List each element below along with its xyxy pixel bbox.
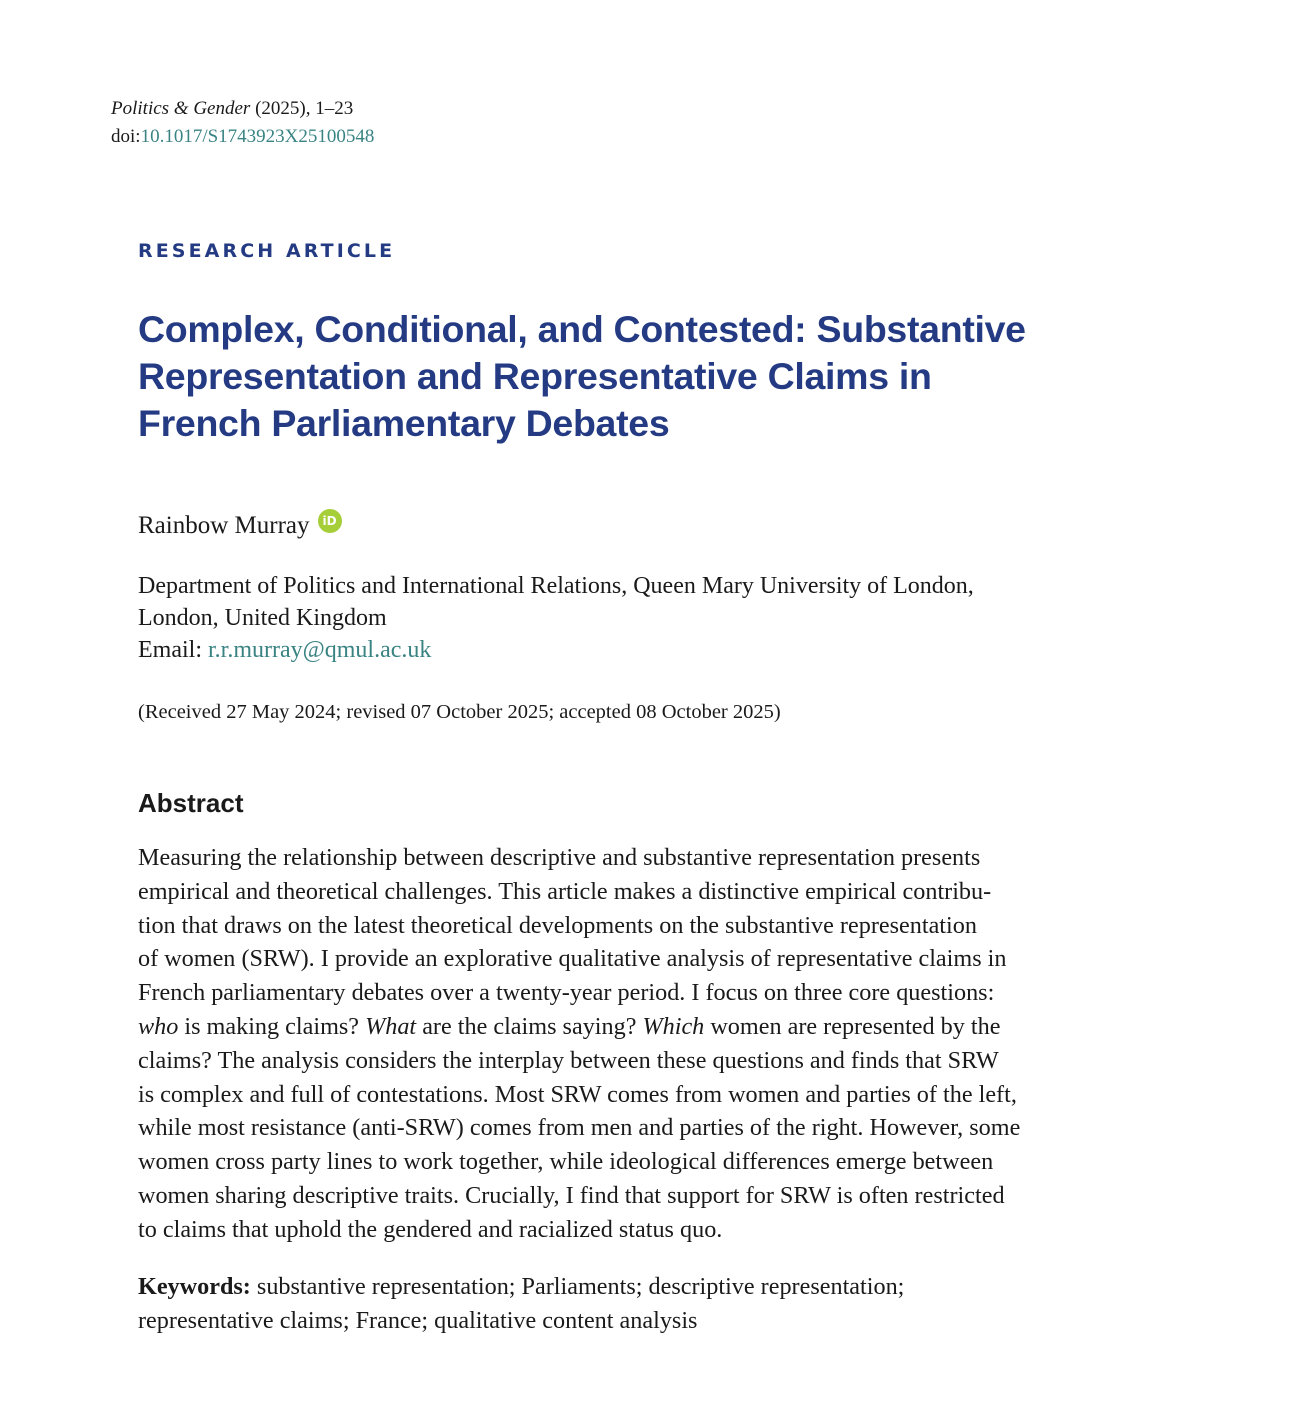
article-type-label: RESEARCH ARTICLE bbox=[138, 240, 396, 262]
keywords bbox=[138, 1270, 904, 1338]
abstract-line: to claims that uphold the gendered and racialized status quo. bbox=[138, 1215, 723, 1243]
abstract-line: women sharing descriptive traits. Crucially, I find that support for SRW is often restricted bbox=[138, 1181, 1005, 1209]
affiliation-line: London, United Kingdom bbox=[138, 605, 387, 631]
abstract-line bbox=[138, 1010, 1136, 1044]
journal-citation bbox=[111, 96, 353, 122]
affiliation bbox=[138, 570, 974, 666]
emphasis-which: Which bbox=[642, 1012, 705, 1040]
journal-info: (2025), 1–23 bbox=[250, 98, 354, 119]
abstract-text: are the claims saying? bbox=[416, 1012, 643, 1040]
email-label: Email: bbox=[138, 637, 208, 663]
doi-line bbox=[111, 124, 374, 150]
abstract-line: empirical and theoretical challenges. This article makes a distinctive empirical contribu- bbox=[138, 877, 992, 905]
abstract-heading: Abstract bbox=[138, 788, 244, 818]
emphasis-who: who bbox=[138, 1012, 179, 1040]
title-line: Complex, Conditional, and Contested: Substantive bbox=[138, 308, 1026, 350]
abstract-text: women are represented by the bbox=[704, 1012, 1001, 1040]
abstract-body bbox=[138, 841, 1136, 1247]
emphasis-what: What bbox=[365, 1012, 417, 1040]
keywords-label: Keywords: bbox=[138, 1273, 251, 1300]
journal-name: Politics & Gender bbox=[111, 98, 251, 119]
keywords-line: representative claims; France; qualitative content analysis bbox=[138, 1307, 698, 1334]
orcid-icon[interactable]: iD bbox=[318, 509, 342, 533]
abstract-line: of women (SRW). I provide an explorative qualitative analysis of representative claims in bbox=[138, 945, 1007, 973]
abstract-line: Measuring the relationship between descriptive and substantive representation presents bbox=[138, 844, 981, 871]
submission-dates: (Received 27 May 2024; revised 07 October 2025; accepted 08 October 2025) bbox=[138, 701, 781, 723]
doi-prefix: doi: bbox=[111, 126, 141, 147]
abstract-line: is complex and full of contestations. Most SRW comes from women and parties of the left, bbox=[138, 1080, 1017, 1108]
abstract-line: women cross party lines to work together, while ideological differences emerge between bbox=[138, 1148, 994, 1176]
author-name[interactable]: Rainbow Murray bbox=[138, 512, 310, 539]
abstract-line: claims? The analysis considers the interplay between these questions and finds that SRW bbox=[138, 1046, 999, 1074]
email-link[interactable]: r.r.murray@qmul.ac.uk bbox=[207, 637, 432, 663]
abstract-line: tion that draws on the latest theoretical developments on the substantive representation bbox=[138, 911, 977, 939]
email-line bbox=[138, 634, 974, 666]
abstract-line: while most resistance (anti-SRW) comes from men and parties of the right. However, some bbox=[138, 1114, 1021, 1142]
abstract-line: French parliamentary debates over a twenty-year period. I focus on three core questions: bbox=[138, 979, 995, 1007]
title-line: Representation and Representative Claims in bbox=[138, 355, 932, 397]
title-line: French Parliamentary Debates bbox=[138, 402, 670, 444]
keywords-text: substantive representation; Parliaments; descriptive representation; bbox=[250, 1273, 905, 1300]
author bbox=[138, 510, 342, 542]
article-title bbox=[138, 306, 1148, 447]
affiliation-line: Department of Politics and International Relations, Queen Mary University of London, bbox=[138, 573, 974, 599]
doi-link[interactable]: 10.1017/S1743923X25100548 bbox=[140, 126, 375, 147]
abstract-text: is making claims? bbox=[178, 1012, 366, 1040]
keywords-line bbox=[138, 1270, 904, 1304]
